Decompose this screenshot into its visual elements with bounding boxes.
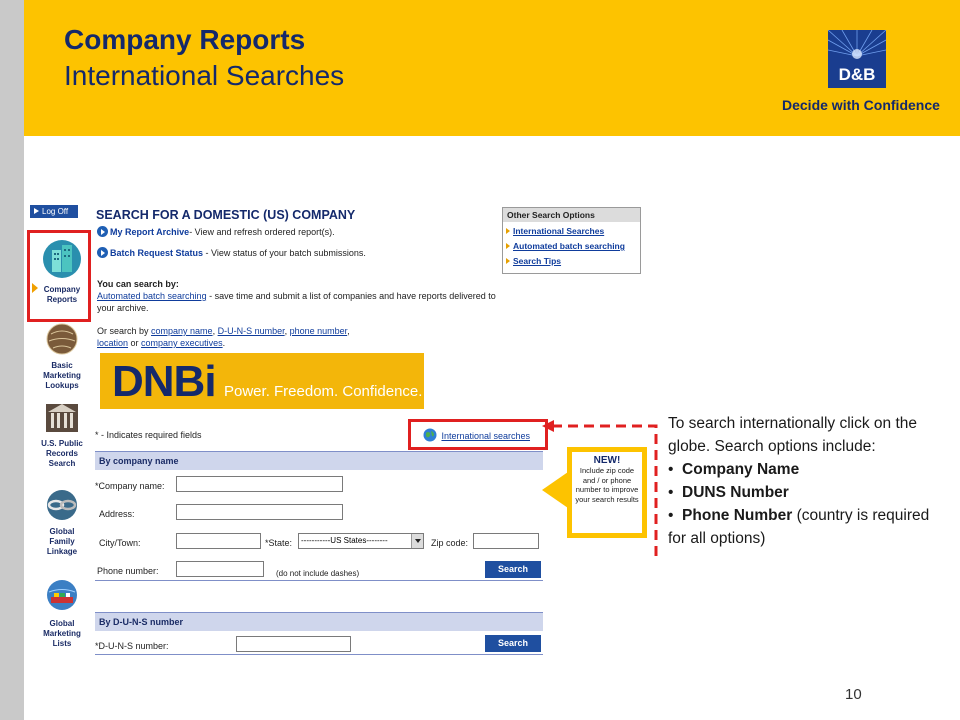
company-executives-link[interactable]: company executives [141,338,223,348]
tagline: Decide with Confidence [782,97,940,113]
active-arrow-icon [32,283,38,293]
option-row [506,224,637,239]
sidebar-item-label: U.S. Public Records Search [41,439,83,468]
option-row [506,254,637,269]
slide-subtitle: International Searches [64,60,345,91]
city-label: City/Town: [99,538,141,548]
callout-text: Include zip code and / or phone number to improve your search results [575,466,639,504]
duns-field[interactable] [236,636,351,652]
zip-label: Zip code: [431,538,469,548]
section-title: By D-U-N-S number [99,617,184,627]
slide-title: Company Reports [64,24,306,55]
ship-globe-icon [43,578,81,614]
intl-search-row [423,426,530,444]
option-arrow-icon [506,243,510,249]
other-search-options [502,207,641,274]
state-select[interactable] [298,533,424,549]
duns-search-button[interactable]: Search [485,635,541,652]
play-icon [34,208,39,214]
logoff-button[interactable] [30,205,78,218]
logoff-label: Log Off [42,207,69,216]
option-row [506,239,637,254]
sidebar-item-public-records[interactable] [34,400,90,469]
banner-title: DNBi [112,357,216,406]
building-icon [41,238,83,280]
dnbi-banner [100,353,424,409]
note-bullet: Company Name [682,461,800,478]
phone-hint: (do not include dashes) [276,569,360,578]
location-link[interactable]: location [97,338,129,348]
automated-batch-link[interactable]: Automated batch searching [97,291,207,301]
batch-request-status-link[interactable]: Batch Request Status [110,248,204,258]
chevron-down-icon [411,534,423,548]
left-strip [0,0,24,720]
international-searches-link[interactable]: International searches [441,431,531,441]
sidebar-item-label: Company Reports [43,285,81,304]
dashed-connector [538,416,668,566]
divider [95,654,543,655]
phone-field[interactable] [176,561,264,577]
callout-title: NEW! [593,455,621,466]
duns-section-header [95,612,543,631]
batch-row [97,247,366,259]
divider [95,580,543,581]
banner-tagline: Power. Freedom. Confidence. [224,383,423,400]
sidebar-item-label: Basic Marketing Lookups [43,361,81,390]
zip-field[interactable] [473,533,539,549]
sidebar-item-label: Global Family Linkage [46,527,78,556]
sidebar-item-basic-marketing[interactable] [34,322,90,391]
you-can-search: You can search by: [97,279,179,289]
section-title: By company name [99,456,179,466]
company-section-header [95,451,543,470]
note-intro: To search internationally click on the globe. Search options include: [668,415,917,455]
archive-row [97,226,335,238]
address-field[interactable] [176,504,343,520]
note-bullet: Phone Number [682,507,793,524]
duns-label: *D-U-N-S number: [95,641,169,651]
option-automated-link[interactable]: Automated batch searching [513,241,625,251]
required-note: * - Indicates required fields [95,430,202,440]
db-logo [828,30,886,88]
city-field[interactable] [176,533,261,549]
address-label: Address: [99,509,135,519]
batch-desc: - View status of your batch submissions. [203,248,366,258]
option-search-tips-link[interactable]: Search Tips [513,256,562,266]
archive-desc: - View and refresh ordered report(s). [189,227,335,237]
search-button[interactable]: Search [485,561,541,578]
sidebar-item-family-linkage[interactable] [34,488,90,557]
sidebar-item-label: Global Marketing Lists [43,619,81,648]
globe-icon [43,322,81,356]
phone-label: Phone number: [97,566,159,576]
or-search-text: Or search by [97,326,152,336]
page-heading: SEARCH FOR A DOMESTIC (US) COMPANY [96,208,356,222]
instruction-note: To search internationally click on the globe. Search options include: • Company Name • DUNS Number • Phone Number (country is required for all options) [668,415,930,547]
note-suffix: (country is required for all options) [668,507,930,547]
note-bullet: DUNS Number [682,484,789,501]
company-name-field[interactable] [176,476,343,492]
state-label: *State: [265,538,293,548]
arrow-circle-icon [97,247,108,258]
my-report-archive-link[interactable]: My Report Archive [110,227,190,237]
option-arrow-icon [506,228,510,234]
chain-icon [43,488,81,522]
automated-row [97,290,497,314]
phone-number-link[interactable]: phone number [289,326,348,336]
globe-icon[interactable] [423,428,437,442]
or-search-row: Or search by company name, D-U-N-S number, phone number, location or company executives. [97,326,350,348]
logo-text: D&B [838,65,876,84]
option-international-link[interactable]: International Searches [513,226,605,236]
option-arrow-icon [506,258,510,264]
page-number: 10 [845,686,862,703]
automated-desc: - save time and submit a list of companies and have reports delivered to your archive. [97,291,496,313]
sidebar-item-marketing-lists[interactable] [34,578,90,649]
duns-number-link[interactable]: D-U-N-S number [217,326,285,336]
company-name-link[interactable]: company name [151,326,213,336]
starburst-icon [828,30,886,88]
state-select-value: -----------US States-------- [301,536,388,545]
arrow-circle-icon [97,226,108,237]
sidebar-item-company-reports[interactable] [34,238,90,305]
courthouse-icon [43,400,81,434]
other-options-title: Other Search Options [503,208,640,222]
company-name-label: *Company name: [95,481,165,491]
